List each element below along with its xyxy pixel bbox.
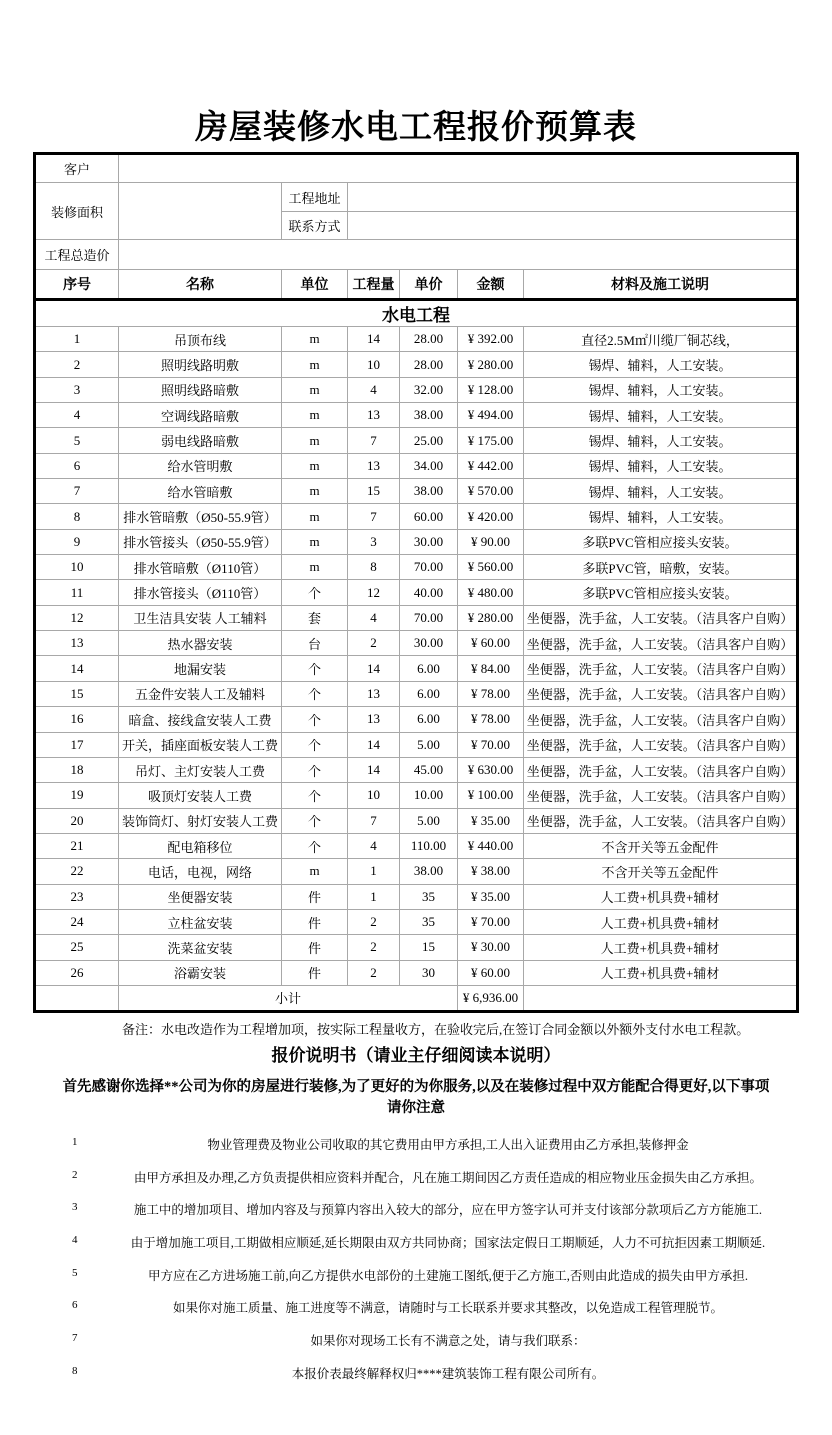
cell-no: 15	[35, 681, 119, 706]
cell-qty: 13	[348, 453, 400, 478]
cell-qty: 14	[348, 327, 400, 352]
cell-name: 空调线路暗敷	[119, 403, 282, 428]
cell-unit: 个	[282, 656, 348, 681]
table-row	[35, 555, 798, 580]
subtotal-amount: ¥ 6,936.00	[458, 985, 524, 1011]
cell-unit: m	[282, 529, 348, 554]
cell-qty: 14	[348, 757, 400, 782]
cell-name: 吸顶灯安装人工费	[119, 783, 282, 808]
table-row	[35, 631, 798, 656]
cell-note: 人工费+机具费+辅材	[524, 935, 798, 960]
cell-note: 锡焊、辅料，人工安装。	[524, 504, 798, 529]
cell-note: 人工费+机具费+辅材	[524, 884, 798, 909]
notice-heading: 报价说明书（请业主仔细阅读本说明）	[271, 1046, 561, 1065]
cell-price: 6.00	[400, 656, 458, 681]
customer-label: 客户	[35, 154, 119, 183]
cell-unit: m	[282, 377, 348, 402]
cell-no: 12	[35, 605, 119, 630]
table-row	[35, 960, 798, 985]
total-cost-label: 工程总造价	[35, 240, 119, 270]
cell-name: 热水器安装	[119, 631, 282, 656]
notice-item-text: 由甲方承担及办理,乙方负责提供相应资料并配合，凡在施工期间因乙方责任造成的相应物业压金损失由乙方承担。	[133, 1170, 763, 1185]
table-row	[35, 884, 798, 909]
cell-no: 7	[35, 479, 119, 504]
cell-note: 多联PVC管相应接头安装。	[524, 529, 798, 554]
cell-no: 20	[35, 808, 119, 833]
cell-price: 10.00	[400, 783, 458, 808]
cell-name: 吊顶布线	[119, 327, 282, 352]
cell-amount: ¥ 440.00	[458, 833, 524, 858]
notice-item-number: 5	[72, 1266, 78, 1279]
cell-qty: 14	[348, 656, 400, 681]
cell-qty: 2	[348, 909, 400, 934]
cell-no: 26	[35, 960, 119, 985]
cell-no: 10	[35, 555, 119, 580]
notice-intro: 首先感谢你选择**公司为你的房屋进行装修,为了更好的为你服务,以及在装修过程中双方能配合得更好,以下事项请你注意	[62, 1079, 770, 1116]
table-row	[35, 909, 798, 934]
cell-name: 洗菜盆安装	[119, 935, 282, 960]
cell-unit: m	[282, 403, 348, 428]
area-address-row	[35, 183, 798, 212]
notice-item	[0, 1164, 832, 1197]
cell-unit: m	[282, 352, 348, 377]
cell-no: 1	[35, 327, 119, 352]
cell-amount: ¥ 442.00	[458, 453, 524, 478]
table-row	[35, 656, 798, 681]
cell-unit: 个	[282, 732, 348, 757]
notice-item	[0, 1131, 832, 1164]
notice-item-number: 1	[72, 1136, 78, 1148]
notice-item-number: 8	[72, 1364, 78, 1377]
cell-amount: ¥ 30.00	[458, 935, 524, 960]
cell-qty: 2	[348, 631, 400, 656]
cell-unit: m	[282, 859, 348, 884]
cell-name: 弱电线路暗敷	[119, 428, 282, 453]
cell-price: 34.00	[400, 453, 458, 478]
cell-note: 锡焊、辅料，人工安装。	[524, 428, 798, 453]
cell-note: 锡焊、辅料，人工安装。	[524, 352, 798, 377]
cell-amount: ¥ 280.00	[458, 605, 524, 630]
cell-qty: 15	[348, 479, 400, 504]
cell-amount: ¥ 84.00	[458, 656, 524, 681]
cell-name: 卫生洁具安装 人工辅料	[119, 605, 282, 630]
table-row	[35, 403, 798, 428]
cell-qty: 2	[348, 935, 400, 960]
cell-unit: 个	[282, 681, 348, 706]
cell-qty: 14	[348, 732, 400, 757]
cell-unit: 个	[282, 707, 348, 732]
address-label: 工程地址	[282, 183, 348, 212]
page-title: 房屋装修水电工程报价预算表	[195, 110, 637, 146]
cell-name: 地漏安装	[119, 656, 282, 681]
section-row	[35, 300, 798, 327]
cell-amount: ¥ 128.00	[458, 377, 524, 402]
area-label: 装修面积	[35, 183, 119, 240]
cell-note: 坐便器，洗手盆，人工安装。（洁具客户自购）	[524, 656, 798, 681]
cell-name: 照明线路暗敷	[119, 377, 282, 402]
cell-unit: 件	[282, 935, 348, 960]
cell-name: 排水管暗敷（Ø110管）	[119, 555, 282, 580]
cell-name: 五金件安装人工及辅料	[119, 681, 282, 706]
cell-price: 6.00	[400, 681, 458, 706]
cell-qty: 12	[348, 580, 400, 605]
cell-no: 25	[35, 935, 119, 960]
cell-unit: 个	[282, 783, 348, 808]
cell-price: 5.00	[400, 732, 458, 757]
cell-no: 17	[35, 732, 119, 757]
cell-price: 110.00	[400, 833, 458, 858]
cell-price: 38.00	[400, 403, 458, 428]
customer-row	[35, 154, 798, 183]
cell-amount: ¥ 78.00	[458, 681, 524, 706]
cell-name: 给水管明敷	[119, 453, 282, 478]
header-no: 序号	[35, 270, 119, 300]
cell-qty: 1	[348, 884, 400, 909]
notice-item-number: 7	[72, 1332, 78, 1345]
cell-amount: ¥ 560.00	[458, 555, 524, 580]
cell-note: 锡焊、辅料，人工安装。	[524, 479, 798, 504]
cell-price: 32.00	[400, 377, 458, 402]
cell-qty: 1	[348, 859, 400, 884]
cell-amount: ¥ 570.00	[458, 479, 524, 504]
cell-no: 21	[35, 833, 119, 858]
notice-item-number: 6	[72, 1299, 78, 1312]
cell-amount: ¥ 60.00	[458, 960, 524, 985]
notice-item-number: 4	[72, 1234, 78, 1247]
cell-price: 15	[400, 935, 458, 960]
total-cost-row	[35, 240, 798, 270]
cell-price: 40.00	[400, 580, 458, 605]
cell-name: 立柱盆安装	[119, 909, 282, 934]
cell-amount: ¥ 630.00	[458, 757, 524, 782]
notice-item-text: 甲方应在乙方进场施工前,向乙方提供水电部份的土建施工图纸,便于乙方施工,否则由此造成的损失由甲方承担.	[147, 1268, 748, 1283]
cell-note: 锡焊、辅料，人工安装。	[524, 403, 798, 428]
cell-amount: ¥ 280.00	[458, 352, 524, 377]
table-row	[35, 428, 798, 453]
cell-price: 35	[400, 884, 458, 909]
cell-price: 28.00	[400, 352, 458, 377]
cell-note: 坐便器，洗手盆，人工安装。（洁具客户自购）	[524, 783, 798, 808]
cell-price: 35	[400, 909, 458, 934]
cell-note: 锡焊、辅料，人工安装。	[524, 453, 798, 478]
cell-amount: ¥ 35.00	[458, 884, 524, 909]
cell-unit: 件	[282, 884, 348, 909]
cell-price: 25.00	[400, 428, 458, 453]
cell-unit: 个	[282, 833, 348, 858]
cell-note: 不含开关等五金配件	[524, 833, 798, 858]
cell-price: 5.00	[400, 808, 458, 833]
cell-amount: ¥ 175.00	[458, 428, 524, 453]
cell-unit: 套	[282, 605, 348, 630]
header-price: 单价	[400, 270, 458, 300]
table-row	[35, 783, 798, 808]
cell-unit: m	[282, 479, 348, 504]
area-value-cell[interactable]	[119, 183, 282, 240]
remark-text: 备注：水电改造作为工程增加项，按实际工程量收方，在验收完后,在签订合同金额以外额外支付水电工程款。	[122, 1022, 750, 1037]
cell-name: 装饰筒灯、射灯安装人工费	[119, 808, 282, 833]
notice-item	[0, 1229, 832, 1262]
header-amount: 金额	[458, 270, 524, 300]
cell-unit: m	[282, 453, 348, 478]
cell-qty: 4	[348, 833, 400, 858]
cell-name: 吊灯、主灯安装人工费	[119, 757, 282, 782]
cell-unit: 个	[282, 757, 348, 782]
table-row	[35, 580, 798, 605]
contact-value-cell[interactable]	[348, 212, 798, 240]
cell-qty: 13	[348, 681, 400, 706]
cell-note: 人工费+机具费+辅材	[524, 909, 798, 934]
cell-unit: m	[282, 504, 348, 529]
cell-name: 电话，电视，网络	[119, 859, 282, 884]
cell-amount: ¥ 100.00	[458, 783, 524, 808]
cell-no: 5	[35, 428, 119, 453]
cell-no: 23	[35, 884, 119, 909]
table-row	[35, 377, 798, 402]
table-row	[35, 605, 798, 630]
cell-name: 浴霸安装	[119, 960, 282, 985]
cell-no: 11	[35, 580, 119, 605]
header-unit: 单位	[282, 270, 348, 300]
cell-no: 13	[35, 631, 119, 656]
notice-item-number: 3	[72, 1201, 78, 1214]
cell-price: 70.00	[400, 605, 458, 630]
cell-price: 60.00	[400, 504, 458, 529]
notice-item	[0, 1196, 832, 1229]
cell-unit: 个	[282, 580, 348, 605]
cell-amount: ¥ 35.00	[458, 808, 524, 833]
cell-qty: 13	[348, 403, 400, 428]
cell-name: 给水管暗敷	[119, 479, 282, 504]
cell-unit: m	[282, 327, 348, 352]
cell-amount: ¥ 392.00	[458, 327, 524, 352]
notice-item	[0, 1262, 832, 1295]
notice-item-text: 由于增加施工项目,工期做相应顺延,延长期限由双方共同协商；国家法定假日工期顺延，人力不可抗拒因素工期顺延.	[130, 1236, 766, 1251]
cell-no: 3	[35, 377, 119, 402]
cell-qty: 4	[348, 605, 400, 630]
notice-item-text: 本报价表最终解释权归****建筑装饰工程有限公司所有。	[291, 1366, 605, 1381]
table-row	[35, 808, 798, 833]
cell-note: 坐便器，洗手盆，人工安装。（洁具客户自购）	[524, 631, 798, 656]
table-row	[35, 833, 798, 858]
cell-note: 多联PVC管，暗敷，安装。	[524, 555, 798, 580]
cell-no: 19	[35, 783, 119, 808]
table-row	[35, 732, 798, 757]
notice-item-text: 如果你对施工质量、施工进度等不满意，请随时与工长联系并要求其整改，以免造成工程管理脱节。	[172, 1301, 723, 1316]
cell-qty: 7	[348, 808, 400, 833]
cell-price: 30	[400, 960, 458, 985]
cell-no: 14	[35, 656, 119, 681]
notice-list	[0, 1131, 832, 1393]
cell-note: 多联PVC管相应接头安装。	[524, 580, 798, 605]
cell-name: 配电箱移位	[119, 833, 282, 858]
cell-note: 不含开关等五金配件	[524, 859, 798, 884]
cell-no: 6	[35, 453, 119, 478]
cell-name: 排水管暗敷（Ø50-55.9管）	[119, 504, 282, 529]
cell-no: 24	[35, 909, 119, 934]
cell-no: 22	[35, 859, 119, 884]
column-header-row	[35, 270, 798, 300]
table-row	[35, 327, 798, 352]
cell-amount: ¥ 480.00	[458, 580, 524, 605]
cell-name: 排水管接头（Ø50-55.9管）	[119, 529, 282, 554]
cell-note: 坐便器，洗手盆，人工安装。（洁具客户自购）	[524, 808, 798, 833]
cell-amount: ¥ 78.00	[458, 707, 524, 732]
notice-item	[0, 1294, 832, 1327]
header-note: 材料及施工说明	[524, 270, 798, 300]
subtotal-label: 小计	[119, 985, 458, 1011]
cell-qty: 10	[348, 783, 400, 808]
table-row	[35, 859, 798, 884]
table-row	[35, 453, 798, 478]
address-value-cell[interactable]	[348, 183, 798, 212]
cell-unit: m	[282, 555, 348, 580]
total-cost-value-cell[interactable]	[119, 240, 798, 270]
cell-qty: 8	[348, 555, 400, 580]
cell-unit: 台	[282, 631, 348, 656]
cell-no: 8	[35, 504, 119, 529]
cell-amount: ¥ 494.00	[458, 403, 524, 428]
cell-amount: ¥ 38.00	[458, 859, 524, 884]
cell-qty: 7	[348, 428, 400, 453]
cell-unit: 件	[282, 909, 348, 934]
cell-note: 坐便器，洗手盆，人工安装。（洁具客户自购）	[524, 757, 798, 782]
cell-no: 4	[35, 403, 119, 428]
cell-amount: ¥ 420.00	[458, 504, 524, 529]
cell-amount: ¥ 70.00	[458, 909, 524, 934]
cell-price: 30.00	[400, 631, 458, 656]
cell-price: 28.00	[400, 327, 458, 352]
subtotal-row	[35, 985, 798, 1011]
cell-amount: ¥ 60.00	[458, 631, 524, 656]
cell-price: 38.00	[400, 859, 458, 884]
table-row	[35, 757, 798, 782]
cell-note: 坐便器，洗手盆，人工安装。（洁具客户自购）	[524, 681, 798, 706]
cell-qty: 10	[348, 352, 400, 377]
cell-note: 锡焊、辅料，人工安装。	[524, 377, 798, 402]
cell-unit: 个	[282, 808, 348, 833]
cell-no: 18	[35, 757, 119, 782]
header-name: 名称	[119, 270, 282, 300]
cell-qty: 2	[348, 960, 400, 985]
table-row	[35, 529, 798, 554]
cell-price: 45.00	[400, 757, 458, 782]
notice-item-number: 2	[72, 1168, 78, 1181]
cell-unit: m	[282, 428, 348, 453]
table-row	[35, 935, 798, 960]
cell-no: 9	[35, 529, 119, 554]
cell-note: 坐便器，洗手盆，人工安装。（洁具客户自购）	[524, 605, 798, 630]
section-title: 水电工程	[35, 300, 798, 327]
cell-amount: ¥ 90.00	[458, 529, 524, 554]
cell-price: 30.00	[400, 529, 458, 554]
cell-name: 坐便器安装	[119, 884, 282, 909]
cell-amount: ¥ 70.00	[458, 732, 524, 757]
cell-note: 人工费+机具费+辅材	[524, 960, 798, 985]
cell-name: 开关，插座面板安装人工费	[119, 732, 282, 757]
cell-qty: 3	[348, 529, 400, 554]
customer-value-cell[interactable]	[119, 154, 798, 183]
contact-label: 联系方式	[282, 212, 348, 240]
cell-qty: 4	[348, 377, 400, 402]
notice-item-text: 物业管理费及物业公司收取的其它费用由甲方承担,工人出入证费用由乙方承担,装修押金	[207, 1138, 689, 1152]
cell-price: 38.00	[400, 479, 458, 504]
notice-item-text: 如果你对现场工长有不满意之处，请与我们联系：	[310, 1334, 586, 1349]
cell-name: 排水管接头（Ø110管）	[119, 580, 282, 605]
notice-item	[0, 1360, 832, 1393]
cell-price: 6.00	[400, 707, 458, 732]
table-row	[35, 504, 798, 529]
subtotal-empty-cell	[35, 985, 119, 1011]
cell-no: 2	[35, 352, 119, 377]
table-row	[35, 479, 798, 504]
cell-unit: 件	[282, 960, 348, 985]
cell-name: 暗盒、接线盒安装人工费	[119, 707, 282, 732]
quotation-table	[33, 152, 799, 1013]
header-qty: 工程量	[348, 270, 400, 300]
table-row	[35, 707, 798, 732]
cell-name: 照明线路明敷	[119, 352, 282, 377]
subtotal-note-cell	[524, 985, 798, 1011]
notice-item-text: 施工中的增加项目、增加内容及与预算内容出入较大的部分，应在甲方签字认可并支付该部分款项后乙方方能施工.	[133, 1203, 763, 1218]
cell-qty: 7	[348, 504, 400, 529]
table-row	[35, 352, 798, 377]
table-row	[35, 681, 798, 706]
cell-note: 坐便器，洗手盆，人工安装。（洁具客户自购）	[524, 732, 798, 757]
cell-price: 70.00	[400, 555, 458, 580]
cell-qty: 13	[348, 707, 400, 732]
cell-note: 直径2.5M㎡川缆厂铜芯线，	[524, 327, 798, 352]
cell-note: 坐便器，洗手盆，人工安装。（洁具客户自购）	[524, 707, 798, 732]
cell-no: 16	[35, 707, 119, 732]
notice-item	[0, 1327, 832, 1360]
